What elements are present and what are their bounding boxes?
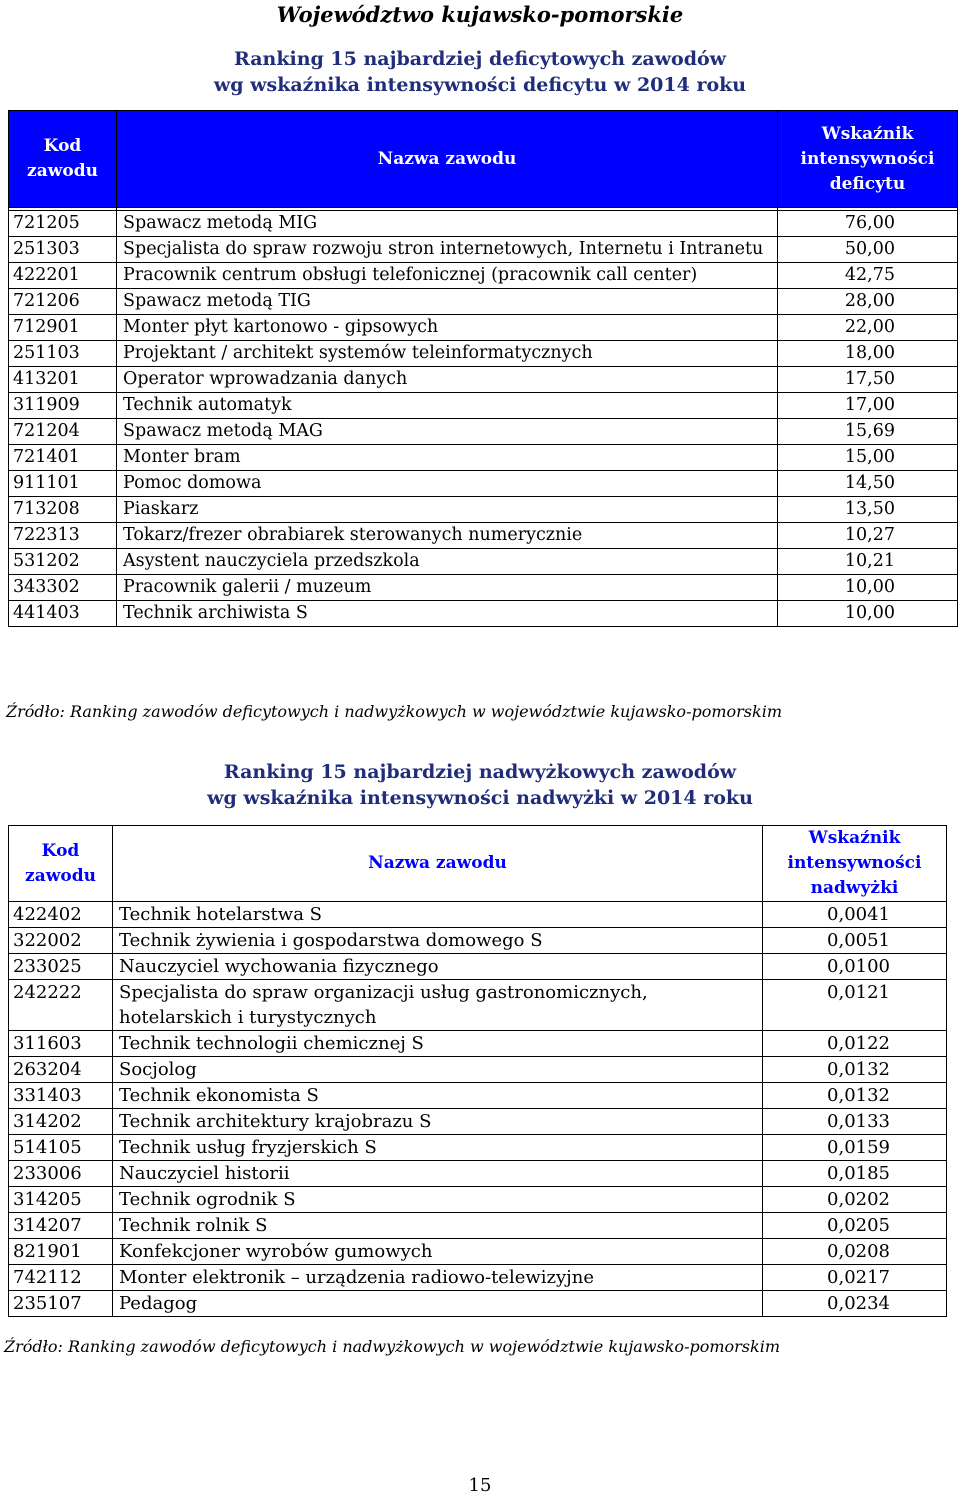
surplus-table-row xyxy=(9,902,947,928)
deficit-table-row xyxy=(9,341,958,367)
surplus-cell-name: Pedagog xyxy=(113,1291,763,1317)
deficit-cell-code: 721206 xyxy=(9,289,117,315)
deficit-table-row xyxy=(9,549,958,575)
deficit-cell-value: 13,50 xyxy=(778,497,958,523)
surplus-table-row xyxy=(9,1083,947,1109)
deficit-table-row xyxy=(9,263,958,289)
deficit-table-row xyxy=(9,497,958,523)
surplus-cell-name: Technik usług fryzjerskich S xyxy=(113,1135,763,1161)
deficit-cell-code: 311909 xyxy=(9,393,117,419)
deficit-cell-code: 251103 xyxy=(9,341,117,367)
deficit-cell-value: 18,00 xyxy=(778,341,958,367)
deficit-cell-value: 14,50 xyxy=(778,471,958,497)
surplus-cell-name: Monter elektronik – urządzenia radiowo-telewizyjne xyxy=(113,1265,763,1291)
deficit-header-name: Nazwa zawodu xyxy=(117,111,778,208)
surplus-header-value: Wskaźnik intensywności nadwyżki xyxy=(763,826,947,902)
surplus-table-row xyxy=(9,954,947,980)
deficit-header-code: Kod zawodu xyxy=(9,111,117,208)
deficit-cell-name: Monter bram xyxy=(117,445,778,471)
deficit-cell-value: 42,75 xyxy=(778,263,958,289)
surplus-cell-value: 0,0121 xyxy=(763,980,947,1031)
surplus-cell-value: 0,0100 xyxy=(763,954,947,980)
deficit-cell-code: 441403 xyxy=(9,601,117,627)
deficit-cell-code: 343302 xyxy=(9,575,117,601)
surplus-cell-value: 0,0234 xyxy=(763,1291,947,1317)
surplus-table-row xyxy=(9,1187,947,1213)
surplus-cell-name: Technik żywienia i gospodarstwa domowego S xyxy=(113,928,763,954)
deficit-table-row xyxy=(9,523,958,549)
surplus-cell-name: Specjalista do spraw organizacji usług gastronomicznych, hotelarskich i turystycznych xyxy=(113,980,763,1031)
surplus-table-row xyxy=(9,1057,947,1083)
surplus-cell-value: 0,0132 xyxy=(763,1083,947,1109)
surplus-header-name: Nazwa zawodu xyxy=(113,826,763,902)
surplus-cell-code: 311603 xyxy=(9,1031,113,1057)
surplus-cell-code: 821901 xyxy=(9,1239,113,1265)
deficit-cell-code: 251303 xyxy=(9,237,117,263)
deficit-table xyxy=(8,110,958,627)
surplus-table xyxy=(8,825,947,1317)
surplus-cell-code: 235107 xyxy=(9,1291,113,1317)
deficit-cell-name: Technik archiwista S xyxy=(117,601,778,627)
surplus-table-row xyxy=(9,1265,947,1291)
surplus-cell-code: 331403 xyxy=(9,1083,113,1109)
deficit-cell-code: 713208 xyxy=(9,497,117,523)
deficit-cell-value: 10,00 xyxy=(778,601,958,627)
deficit-table-row xyxy=(9,393,958,419)
deficit-header-value: Wskaźnik intensywności deficytu xyxy=(778,111,958,208)
deficit-table-row xyxy=(9,315,958,341)
deficit-table-row xyxy=(9,445,958,471)
deficit-cell-code: 531202 xyxy=(9,549,117,575)
surplus-cell-code: 263204 xyxy=(9,1057,113,1083)
region-title: Województwo kujawsko-pomorskie xyxy=(276,2,684,27)
deficit-cell-name: Operator wprowadzania danych xyxy=(117,367,778,393)
deficit-cell-value: 28,00 xyxy=(778,289,958,315)
surplus-cell-code: 233025 xyxy=(9,954,113,980)
deficit-cell-name: Spawacz metodą TIG xyxy=(117,289,778,315)
deficit-cell-code: 422201 xyxy=(9,263,117,289)
deficit-cell-code: 722313 xyxy=(9,523,117,549)
surplus-title-line1: Ranking 15 najbardziej nadwyżkowych zawodów xyxy=(223,761,737,783)
surplus-cell-value: 0,0202 xyxy=(763,1187,947,1213)
deficit-cell-code: 413201 xyxy=(9,367,117,393)
surplus-table-row xyxy=(9,1239,947,1265)
deficit-cell-code: 712901 xyxy=(9,315,117,341)
deficit-cell-name: Pomoc domowa xyxy=(117,471,778,497)
surplus-cell-value: 0,0205 xyxy=(763,1213,947,1239)
deficit-table-row xyxy=(9,575,958,601)
deficit-table-row xyxy=(9,237,958,263)
deficit-table-row xyxy=(9,211,958,237)
deficit-table-title xyxy=(0,46,960,98)
deficit-cell-name: Tokarz/frezer obrabiarek sterowanych numerycznie xyxy=(117,523,778,549)
surplus-cell-value: 0,0051 xyxy=(763,928,947,954)
deficit-table-row xyxy=(9,471,958,497)
surplus-cell-name: Technik technologii chemicznej S xyxy=(113,1031,763,1057)
surplus-table-row xyxy=(9,980,947,1031)
surplus-source-note: Źródło: Ranking zawodów deficytowych i nadwyżkowych w województwie kujawsko-pomorskim xyxy=(4,1337,780,1356)
deficit-table-row xyxy=(9,419,958,445)
surplus-table-row xyxy=(9,1213,947,1239)
deficit-table-body xyxy=(9,208,958,627)
deficit-cell-name: Technik automatyk xyxy=(117,393,778,419)
surplus-table-row xyxy=(9,1291,947,1317)
deficit-cell-code: 721204 xyxy=(9,419,117,445)
surplus-cell-value: 0,0133 xyxy=(763,1109,947,1135)
surplus-cell-name: Konfekcjoner wyrobów gumowych xyxy=(113,1239,763,1265)
surplus-cell-code: 322002 xyxy=(9,928,113,954)
surplus-table-title xyxy=(0,759,960,811)
deficit-cell-name: Pracownik centrum obsługi telefonicznej (pracownik call center) xyxy=(117,263,778,289)
surplus-cell-code: 242222 xyxy=(9,980,113,1031)
surplus-cell-name: Technik architektury krajobrazu S xyxy=(113,1109,763,1135)
surplus-table-row xyxy=(9,1031,947,1057)
deficit-cell-value: 17,00 xyxy=(778,393,958,419)
surplus-cell-name: Nauczyciel historii xyxy=(113,1161,763,1187)
surplus-cell-value: 0,0185 xyxy=(763,1161,947,1187)
surplus-cell-name: Technik ekonomista S xyxy=(113,1083,763,1109)
deficit-cell-value: 15,69 xyxy=(778,419,958,445)
deficit-cell-value: 15,00 xyxy=(778,445,958,471)
surplus-cell-code: 233006 xyxy=(9,1161,113,1187)
deficit-cell-value: 10,21 xyxy=(778,549,958,575)
surplus-cell-code: 314202 xyxy=(9,1109,113,1135)
surplus-cell-name: Socjolog xyxy=(113,1057,763,1083)
page-number: 15 xyxy=(468,1475,492,1496)
deficit-cell-code: 721401 xyxy=(9,445,117,471)
deficit-cell-code: 911101 xyxy=(9,471,117,497)
deficit-source-note: Źródło: Ranking zawodów deficytowych i nadwyżkowych w województwie kujawsko-pomorskim xyxy=(6,702,782,721)
surplus-table-row xyxy=(9,1161,947,1187)
deficit-table-row xyxy=(9,601,958,627)
surplus-header-code: Kod zawodu xyxy=(9,826,113,902)
deficit-cell-name: Piaskarz xyxy=(117,497,778,523)
deficit-cell-value: 76,00 xyxy=(778,211,958,237)
surplus-cell-value: 0,0208 xyxy=(763,1239,947,1265)
deficit-cell-value: 10,00 xyxy=(778,575,958,601)
surplus-cell-value: 0,0041 xyxy=(763,902,947,928)
surplus-table-body xyxy=(9,902,947,1317)
surplus-cell-name: Technik rolnik S xyxy=(113,1213,763,1239)
surplus-table-row xyxy=(9,1109,947,1135)
deficit-cell-name: Pracownik galerii / muzeum xyxy=(117,575,778,601)
deficit-cell-name: Monter płyt kartonowo - gipsowych xyxy=(117,315,778,341)
surplus-cell-value: 0,0159 xyxy=(763,1135,947,1161)
deficit-cell-name: Projektant / architekt systemów teleinformatycznych xyxy=(117,341,778,367)
deficit-table-row xyxy=(9,367,958,393)
deficit-cell-name: Asystent nauczyciela przedszkola xyxy=(117,549,778,575)
deficit-cell-value: 22,00 xyxy=(778,315,958,341)
deficit-cell-value: 50,00 xyxy=(778,237,958,263)
surplus-cell-code: 742112 xyxy=(9,1265,113,1291)
surplus-title-line2: wg wskaźnika intensywności nadwyżki w 2014 roku xyxy=(207,787,753,809)
surplus-cell-value: 0,0122 xyxy=(763,1031,947,1057)
surplus-cell-name: Nauczyciel wychowania fizycznego xyxy=(113,954,763,980)
surplus-cell-value: 0,0132 xyxy=(763,1057,947,1083)
surplus-cell-code: 422402 xyxy=(9,902,113,928)
surplus-cell-code: 314205 xyxy=(9,1187,113,1213)
deficit-cell-name: Spawacz metodą MAG xyxy=(117,419,778,445)
deficit-table-row xyxy=(9,289,958,315)
deficit-cell-name: Specjalista do spraw rozwoju stron internetowych, Internetu i Intranetu xyxy=(117,237,778,263)
deficit-title-line1: Ranking 15 najbardziej deficytowych zawodów xyxy=(233,48,727,70)
surplus-cell-name: Technik ogrodnik S xyxy=(113,1187,763,1213)
surplus-table-row xyxy=(9,1135,947,1161)
deficit-title-line2: wg wskaźnika intensywności deficytu w 2014 roku xyxy=(213,74,747,96)
surplus-cell-code: 514105 xyxy=(9,1135,113,1161)
deficit-cell-value: 10,27 xyxy=(778,523,958,549)
surplus-table-row xyxy=(9,928,947,954)
surplus-cell-value: 0,0217 xyxy=(763,1265,947,1291)
deficit-cell-value: 17,50 xyxy=(778,367,958,393)
deficit-cell-name: Spawacz metodą MIG xyxy=(117,211,778,237)
surplus-cell-name: Technik hotelarstwa S xyxy=(113,902,763,928)
deficit-cell-code: 721205 xyxy=(9,211,117,237)
surplus-cell-code: 314207 xyxy=(9,1213,113,1239)
